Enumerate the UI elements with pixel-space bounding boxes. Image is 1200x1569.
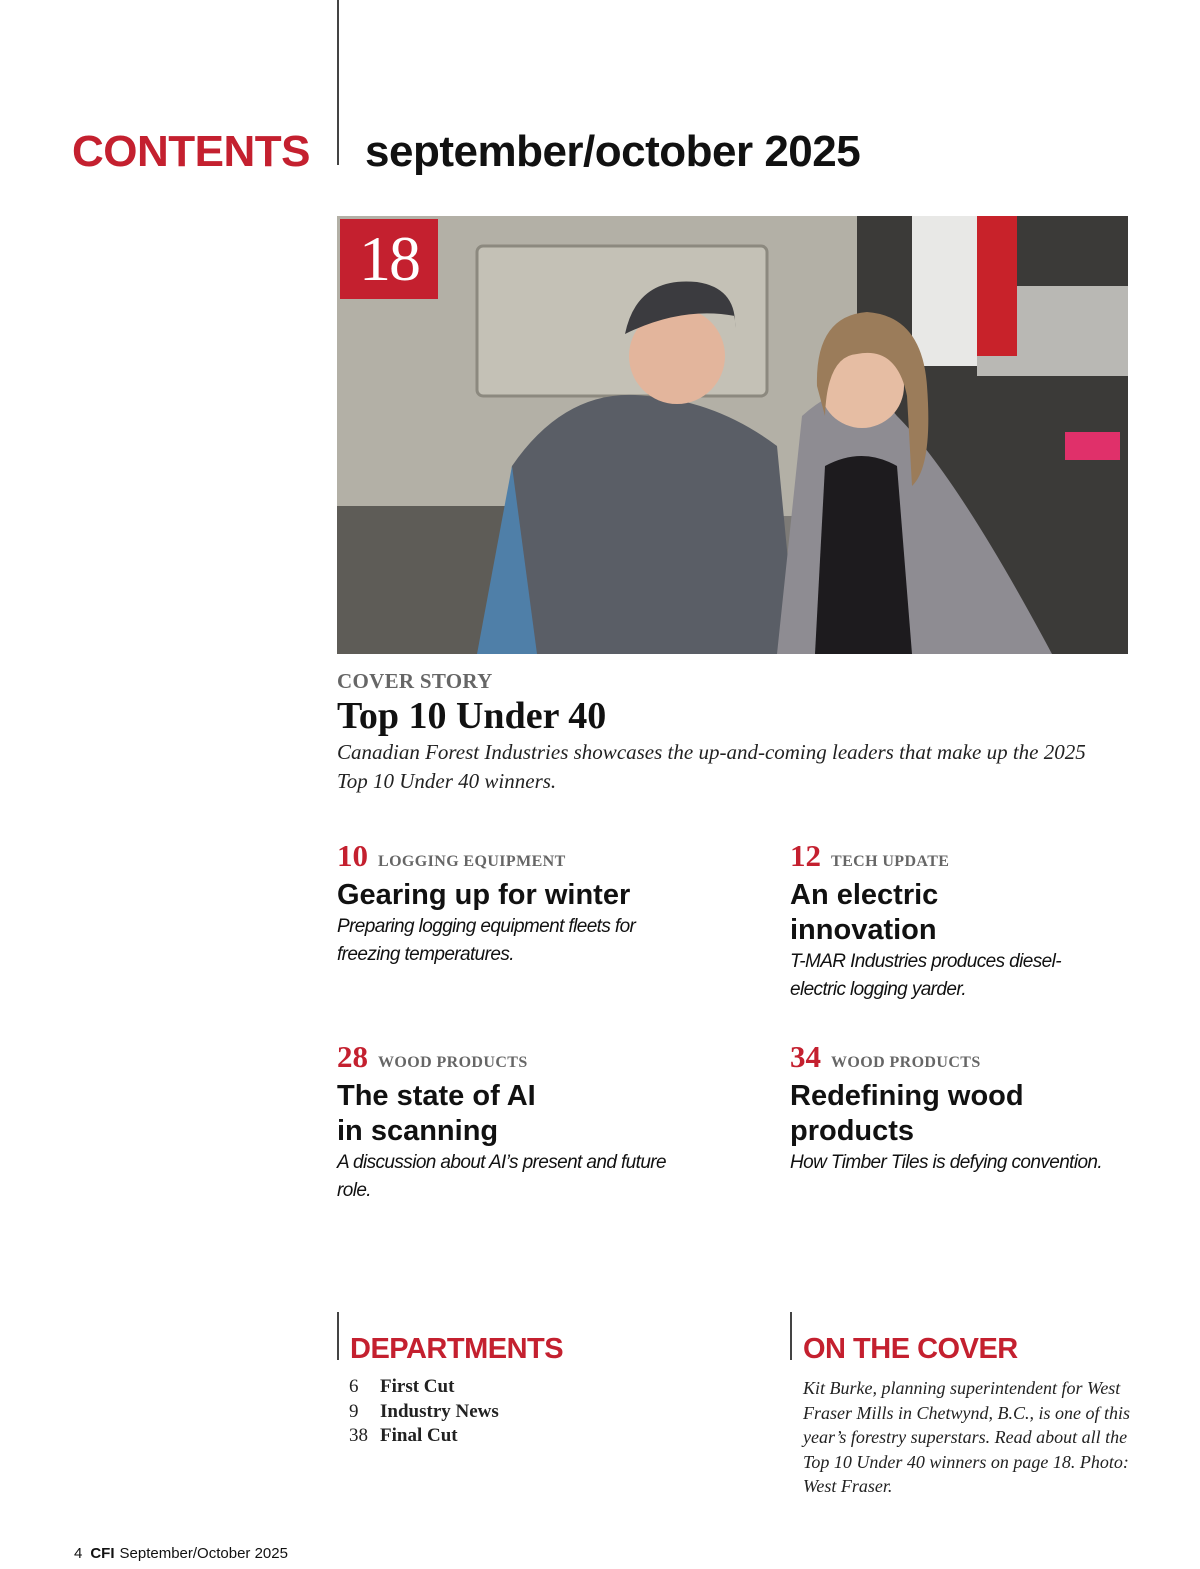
article-description: T-MAR Industries produces diesel-electric logging yarder. bbox=[790, 951, 1061, 1000]
article-page-number: 10 bbox=[337, 838, 368, 873]
article-description: Preparing logging equipment fleets for freezing temperatures. bbox=[337, 916, 636, 965]
cover-story-kicker: COVER STORY bbox=[337, 669, 493, 693]
department-item[interactable] bbox=[349, 1425, 649, 1450]
department-item[interactable] bbox=[349, 1401, 649, 1426]
article-title[interactable]: An electric innovation bbox=[790, 879, 939, 946]
footer-magazine: CFI bbox=[90, 1545, 115, 1562]
cover-story-page-badge[interactable]: 18 bbox=[340, 219, 438, 299]
article-title[interactable]: Redefining wood products bbox=[790, 1080, 1024, 1147]
department-label: First Cut bbox=[380, 1376, 455, 1397]
footer-issue: September/October 2025 bbox=[119, 1545, 288, 1562]
department-item[interactable] bbox=[349, 1376, 649, 1401]
article-tech-update[interactable] bbox=[790, 838, 1170, 1004]
article-wood-products-tiles[interactable] bbox=[790, 1039, 1170, 1177]
article-description: How Timber Tiles is defying convention. bbox=[790, 1152, 1103, 1173]
department-page: 6 bbox=[349, 1376, 359, 1397]
page-footer bbox=[74, 1545, 288, 1562]
article-logging-equipment[interactable] bbox=[337, 838, 717, 969]
article-description: A discussion about AI’s present and future role. bbox=[337, 1152, 666, 1201]
departments-list bbox=[349, 1376, 649, 1450]
contents-heading: CONTENTS bbox=[72, 127, 310, 176]
article-page-number: 12 bbox=[790, 838, 821, 873]
article-title[interactable]: The state of AI in scanning bbox=[337, 1080, 536, 1147]
article-title[interactable]: Gearing up for winter bbox=[337, 879, 631, 911]
departments-divider bbox=[337, 1312, 339, 1360]
cover-story-title[interactable]: Top 10 Under 40 bbox=[337, 695, 607, 737]
cover-photo bbox=[337, 216, 1128, 654]
on-the-cover-divider bbox=[790, 1312, 792, 1360]
article-category: LOGGING EQUIPMENT bbox=[378, 853, 566, 870]
article-page-number: 28 bbox=[337, 1039, 368, 1074]
on-the-cover-caption: Kit Burke, planning superintendent for West Fraser Mills in Chetwynd, B.C., is one of this year’s forestry superstars. Read about all the Top 10 Under 40 winners on page 18. Photo: West Fraser. bbox=[803, 1378, 1130, 1497]
article-category: TECH UPDATE bbox=[831, 853, 950, 870]
department-label: Industry News bbox=[380, 1400, 499, 1422]
header-divider bbox=[337, 0, 339, 165]
department-page: 38 bbox=[349, 1425, 368, 1446]
department-label: Final Cut bbox=[380, 1425, 458, 1446]
footer-page-number: 4 bbox=[74, 1545, 83, 1562]
departments-heading: DEPARTMENTS bbox=[350, 1333, 564, 1365]
article-category: WOOD PRODUCTS bbox=[378, 1054, 528, 1071]
issue-date: september/october 2025 bbox=[365, 127, 861, 176]
department-page: 9 bbox=[349, 1400, 359, 1422]
article-category: WOOD PRODUCTS bbox=[831, 1054, 981, 1071]
article-page-number: 34 bbox=[790, 1039, 821, 1074]
on-the-cover-heading: ON THE COVER bbox=[803, 1333, 1018, 1365]
article-wood-products-ai[interactable] bbox=[337, 1039, 717, 1205]
cover-story-description: Canadian Forest Industries showcases the up-and-coming leaders that make up the 2025 Top 10 Under 40 winners. bbox=[337, 740, 1086, 793]
